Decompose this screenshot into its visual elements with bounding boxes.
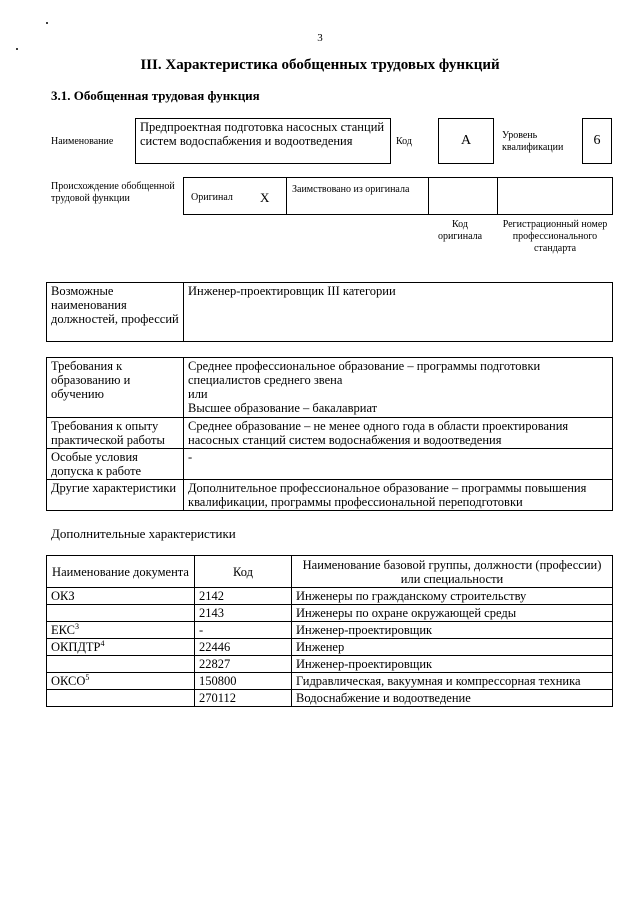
table-row bbox=[47, 605, 613, 622]
additional-title: Дополнительные характеристики bbox=[51, 526, 236, 541]
origin-label: Происхождение обобщенной трудовой функции bbox=[51, 181, 175, 204]
code-cell: 2143 bbox=[195, 605, 292, 622]
name-cell: Инженер-проектировщик bbox=[292, 656, 613, 673]
reg-number-label: Регистрационный номер профессионального стандарта bbox=[502, 219, 608, 254]
code-cell: 270112 bbox=[195, 690, 292, 707]
original-mark: X bbox=[260, 190, 270, 205]
requirement-label: Требования к опыту практической работы bbox=[47, 418, 184, 449]
name-cell: Инженеры по охране окружающей среды bbox=[292, 605, 613, 622]
borrowed-label: Заимствовано из оригинала bbox=[292, 184, 410, 195]
code-value: А bbox=[438, 118, 494, 164]
divider bbox=[428, 178, 429, 215]
divider bbox=[286, 178, 287, 215]
table-row bbox=[47, 622, 613, 639]
code-cell: 2142 bbox=[195, 588, 292, 605]
doc-cell bbox=[47, 656, 195, 673]
name-value: Предпроектная подготовка насосных станций систем водоспабжения и водоотведения bbox=[135, 118, 391, 164]
requirement-row bbox=[47, 480, 613, 511]
name-cell: Инженеры по гражданскому строительству bbox=[292, 588, 613, 605]
table-header-row bbox=[47, 556, 613, 588]
name-cell: Гидравлическая, вакуумная и компрессорная техника bbox=[292, 673, 613, 690]
header-doc: Наименование документа bbox=[47, 556, 195, 588]
doc-cell: ЕКС$^3$ bbox=[47, 622, 195, 639]
doc-cell bbox=[47, 605, 195, 622]
original-label: Оригинал bbox=[191, 192, 233, 203]
doc-cell bbox=[47, 690, 195, 707]
requirement-value: Среднее образование – не менее одного года в области проектирования насосных станций систем водоснабжения и водоотведения bbox=[184, 418, 613, 449]
additional-table bbox=[46, 555, 613, 707]
requirement-row bbox=[47, 358, 613, 418]
positions-label: Возможные наименования должностей, профессий bbox=[47, 283, 184, 342]
doc-cell: ОКЗ bbox=[47, 588, 195, 605]
requirement-value: - bbox=[184, 449, 613, 480]
name-cell: Инженер-проектировщик bbox=[292, 622, 613, 639]
name-cell: Инженер bbox=[292, 639, 613, 656]
requirement-value: Дополнительное профессиональное образование – программы повышения квалификации, программы профессиональной переподготовки bbox=[184, 480, 613, 511]
code-cell: 22446 bbox=[195, 639, 292, 656]
code-cell: 22827 bbox=[195, 656, 292, 673]
scan-speck bbox=[16, 48, 18, 50]
requirement-row bbox=[47, 449, 613, 480]
subsection-title: 3.1. Обобщенная трудовая функция bbox=[51, 88, 260, 103]
scan-speck bbox=[46, 22, 48, 24]
requirement-label: Особые условия допуска к работе bbox=[47, 449, 184, 480]
doc-cell: ОКСО$^5$ bbox=[47, 673, 195, 690]
doc-cell: ОКПДТР$^4$ bbox=[47, 639, 195, 656]
page-number: 3 bbox=[317, 32, 323, 44]
section-title: III. Характеристика обобщенных трудовых функций bbox=[140, 57, 500, 73]
divider bbox=[497, 178, 498, 215]
code-label: Код bbox=[396, 136, 412, 147]
requirement-row bbox=[47, 418, 613, 449]
requirements-table bbox=[46, 357, 613, 511]
name-cell: Водоснабжение и водоотведение bbox=[292, 690, 613, 707]
code-cell: - bbox=[195, 622, 292, 639]
table-row bbox=[47, 690, 613, 707]
table-row bbox=[47, 656, 613, 673]
table-row bbox=[47, 673, 613, 690]
code-cell: 150800 bbox=[195, 673, 292, 690]
requirement-value: Среднее профессиональное образование – программы подготовки специалистов среднего звена или Высшее образование – бакалавриат bbox=[184, 358, 613, 418]
requirement-label: Другие характеристики bbox=[47, 480, 184, 511]
requirement-label: Требования к образованию и обучению bbox=[47, 358, 184, 418]
level-label: Уровень квалификации bbox=[502, 130, 564, 153]
table-row bbox=[47, 639, 613, 656]
level-value: 6 bbox=[582, 118, 612, 164]
name-label: Наименование bbox=[51, 136, 114, 147]
table-row bbox=[47, 588, 613, 605]
header-code: Код bbox=[195, 556, 292, 588]
positions-value: Инженер-проектировщик III категории bbox=[184, 283, 613, 342]
positions-table bbox=[46, 282, 613, 342]
origin-table bbox=[183, 177, 613, 215]
code-original-label: Код оригинала bbox=[437, 219, 483, 242]
header-name: Наименование базовой группы, должности (профессии) или специальности bbox=[292, 556, 613, 588]
